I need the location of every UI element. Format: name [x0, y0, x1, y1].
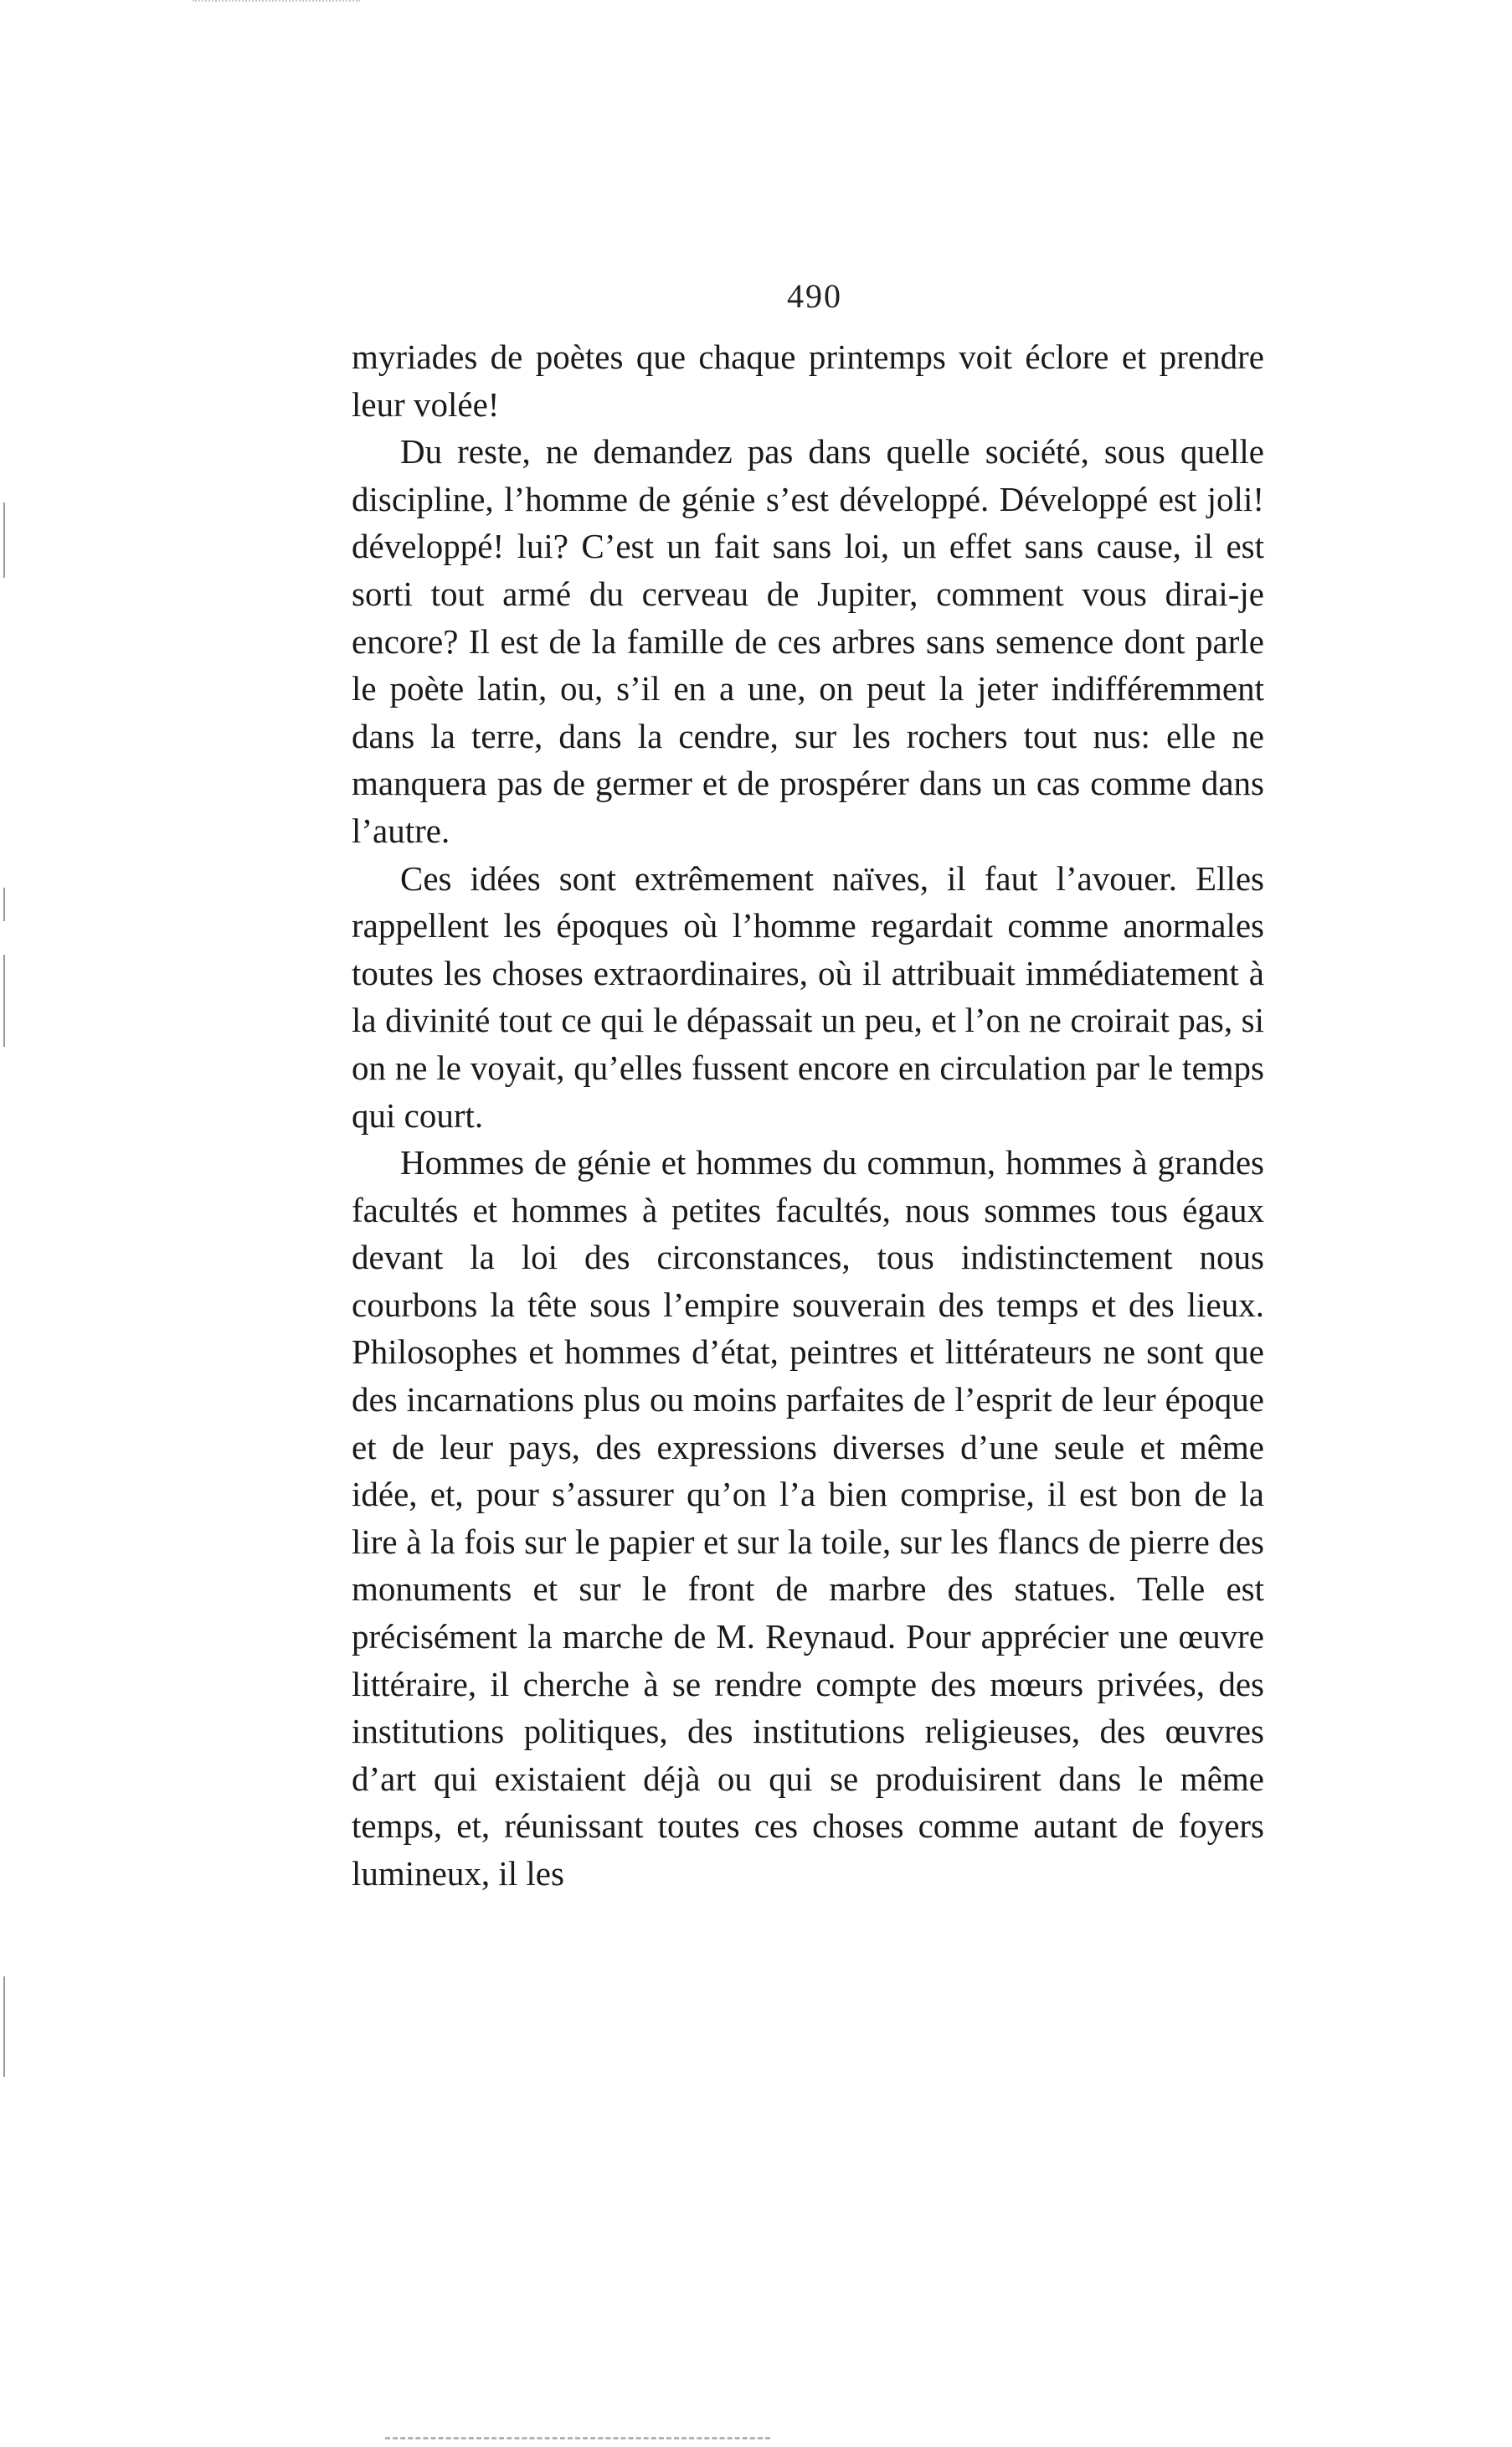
paragraph-4: Hommes de génie et hommes du commun, hommes à grandes facultés et hommes à petites facultés, nous sommes tous égaux devant la loi des circonstances, tous indistinctement nous courbons la tête sous l’empire souverain des temps et des lieux. Philosophes et hommes d’état, peintres et littérateurs ne sont que des incarnations plus ou moins parfaites de l’esprit de leur époque et de leur pays, des expressions diverses d’une seule et même idée, et, pour s’assurer qu’on l’a bien comprise, il est bon de la lire à la fois sur le papier et sur la toile, sur les flancs de pierre des monuments et sur le front de marbre des statues. Telle est précisément la marche de M. Reynaud. Pour apprécier une œuvre littéraire, il cherche à se rendre compte des mœurs privées, des institutions politiques, des institutions religieuses, des œuvres d’art qui existaient déjà ou qui se produisirent dans le même temps, et, réunissant toutes ces choses comme autant de foyers lumineux, il les	[352, 1143, 1264, 1893]
scan-artifact-left-3	[3, 955, 5, 1047]
scan-artifact-bottom	[385, 2437, 770, 2442]
paragraph-1: myriades de poètes que chaque printemps voit éclore et prendre leur volée!	[352, 337, 1264, 424]
scan-artifact-left-2	[3, 888, 5, 921]
page-number: 490	[787, 277, 842, 315]
paragraph-2: Du reste, ne demandez pas dans quelle société, sous quelle discipline, l’homme de génie s’est développé. Développé est joli! développé! lui? C’est un fait sans loi, un effet sans cause, il est sorti tout armé du cerveau de Jupiter, comment vous dirai-je encore? Il est de la famille de ces arbres sans semence dont parle le poète latin, ou, s’il en a une, on peut la jeter indifféremment dans la terre, dans la cendre, sur les rochers tout nus: elle ne manquera pas de germer et de prospérer dans un cas comme dans l’autre.	[352, 432, 1264, 850]
scan-artifact-left-1	[3, 502, 5, 578]
scan-artifact-top	[193, 0, 360, 4]
paragraph-3: Ces idées sont extrêmement naïves, il faut l’avouer. Elles rappellent les époques où l’homme regardait comme anormales toutes les choses extraordinaires, où il attribuait immédiatement à la divinité tout ce qui le dépassait un peu, et l’on ne croirait pas, si on ne le voyait, qu’elles fussent encore en circulation par le temps qui court.	[352, 858, 1264, 1135]
body-text	[352, 333, 1264, 1898]
scan-artifact-left-4	[3, 1976, 5, 2077]
